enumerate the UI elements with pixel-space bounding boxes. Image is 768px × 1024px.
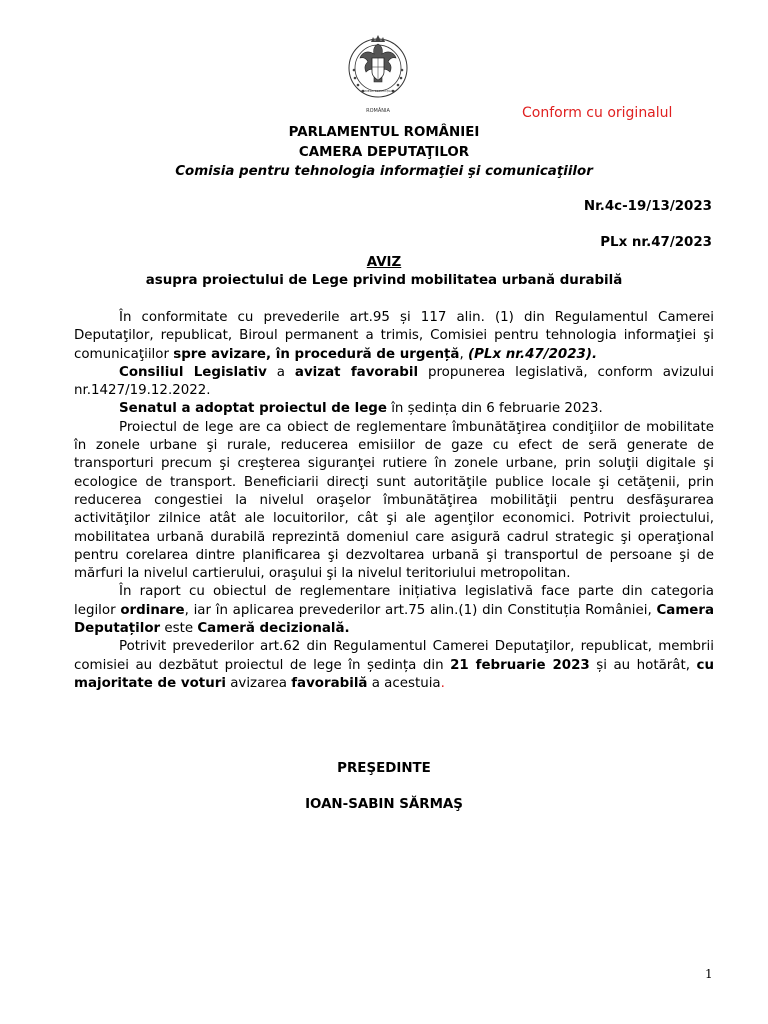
paragraph-4: Proiectul de lege are ca obiect de reglementare îmbunătăţirea condiţiilor de mobilitate în zonele urbane şi rurale, reducerea emisiilor de gaze cu efect de seră generate de transporturi precum şi creşterea siguranţei rutiere în zonele urbane, prin soluţii digitale şi ecologice de transport. Beneficiarii direcţi sunt autorităţile publice locale şi cetăţenii, prin reducerea congestiei la nivelul oraşelor îmbunătăţirea mobilităţii pentru desfăşurarea activităţilor zilnice atât ale locuitorilor, cât şi ale agenţilor economici. Potrivit proiectului, mobilitatea urbană durabilă reprezintă domeniul care asigură cadrul strategic şi operaţional pentru corelarea dintre planificarea şi dezvoltarea urbană şi transportul de persoane şi de mărfuri la nivelul cartierului, oraşului şi la nivelul teritoriului metropolitan. (74, 419, 714, 582)
plx-number: PLx nr.47/2023 (600, 235, 712, 250)
header-chamber: CAMERA DEPUTAŢILOR (298, 145, 470, 160)
signature-name: IOAN-SABIN SĂRMAŞ (305, 797, 463, 812)
p5-text-3: este (160, 621, 198, 637)
p6-bold-1: 21 februarie 2023 (450, 657, 590, 673)
conform-stamp: Conform cu originalul (522, 105, 673, 121)
document-title: AVIZ (366, 255, 402, 270)
paragraph-2 (74, 364, 714, 401)
p1-plx: (PLx nr.47/2023). (468, 346, 598, 362)
p1-bold: spre avizare, în procedură de urgență (173, 346, 460, 362)
p3-text: în ședința din 6 februarie 2023. (386, 401, 603, 417)
p6-text-3: avizarea (225, 675, 292, 691)
p6-bold-3: favorabilă (291, 675, 368, 691)
paragraph-3 (74, 400, 714, 418)
p5-text-2: , iar în aplicarea prevederilor art.75 alin.(1) din Constituția României, (184, 602, 657, 618)
reference-number: Nr.4c-19/13/2023 (583, 199, 712, 214)
p5-bold-2: Camera Deputaților (74, 602, 714, 637)
p1-text: În conformitate cu prevederile art.95 și 117 alin. (1) din Regulamentul Camerei Deputaţilor, republicat, Biroul permanent a trimis, Comisiei pentru tehnologia informaţiei şi comunicaţiilor (74, 310, 714, 362)
document-subtitle: asupra proiectului de Lege privind mobilitatea urbană durabilă (145, 273, 623, 288)
header-parliament: PARLAMENTUL ROMÂNIEI (288, 125, 480, 140)
p1-sep: , (459, 346, 468, 362)
p5-text-1: În raport cu obiectul de reglementare inițiativa legislativă face parte din categoria legilor (74, 584, 714, 618)
paragraph-1 (74, 309, 714, 364)
p2-text-2: propunerea legislativă, conform avizului nr.1427/19.12.2022. (74, 364, 714, 399)
p2-bold-1: Consiliul Legislativ (119, 364, 267, 380)
p6-text-2: și au hotărât, (589, 657, 697, 673)
paragraph-5 (74, 583, 714, 638)
seal-bottom-text: ROMÂNIA (366, 108, 390, 114)
p2-text-1: a (266, 364, 295, 380)
p6-bold-2: cu majoritate de voturi (74, 657, 714, 691)
p6-text-4: a acestuia (367, 675, 441, 691)
p2-bold-2: avizat favorabil (294, 364, 419, 380)
p3-bold: Senatul a adoptat proiectul de lege (119, 401, 387, 417)
seal-ring-text: CAMERA DEPUTAȚILOR (361, 89, 395, 93)
p5-bold-1: ordinare (120, 602, 185, 618)
signature-role: PREŞEDINTE (337, 761, 431, 776)
p6-period: . (440, 675, 445, 691)
p6-text-1: Potrivit prevederilor art.62 din Regulamentul Camerei Deputaţilor, republicat, membrii comisiei au dezbătut proiectul de lege în ședința din (74, 639, 714, 673)
header-committee: Comisia pentru tehnologia informaţiei şi comunicaţiilor (175, 164, 593, 179)
page-number: 1 (705, 967, 713, 981)
document-body (74, 309, 714, 693)
p5-bold-3: Cameră decizională. (197, 621, 350, 637)
coat-of-arms-seal-icon (346, 30, 410, 118)
paragraph-6 (74, 638, 714, 693)
